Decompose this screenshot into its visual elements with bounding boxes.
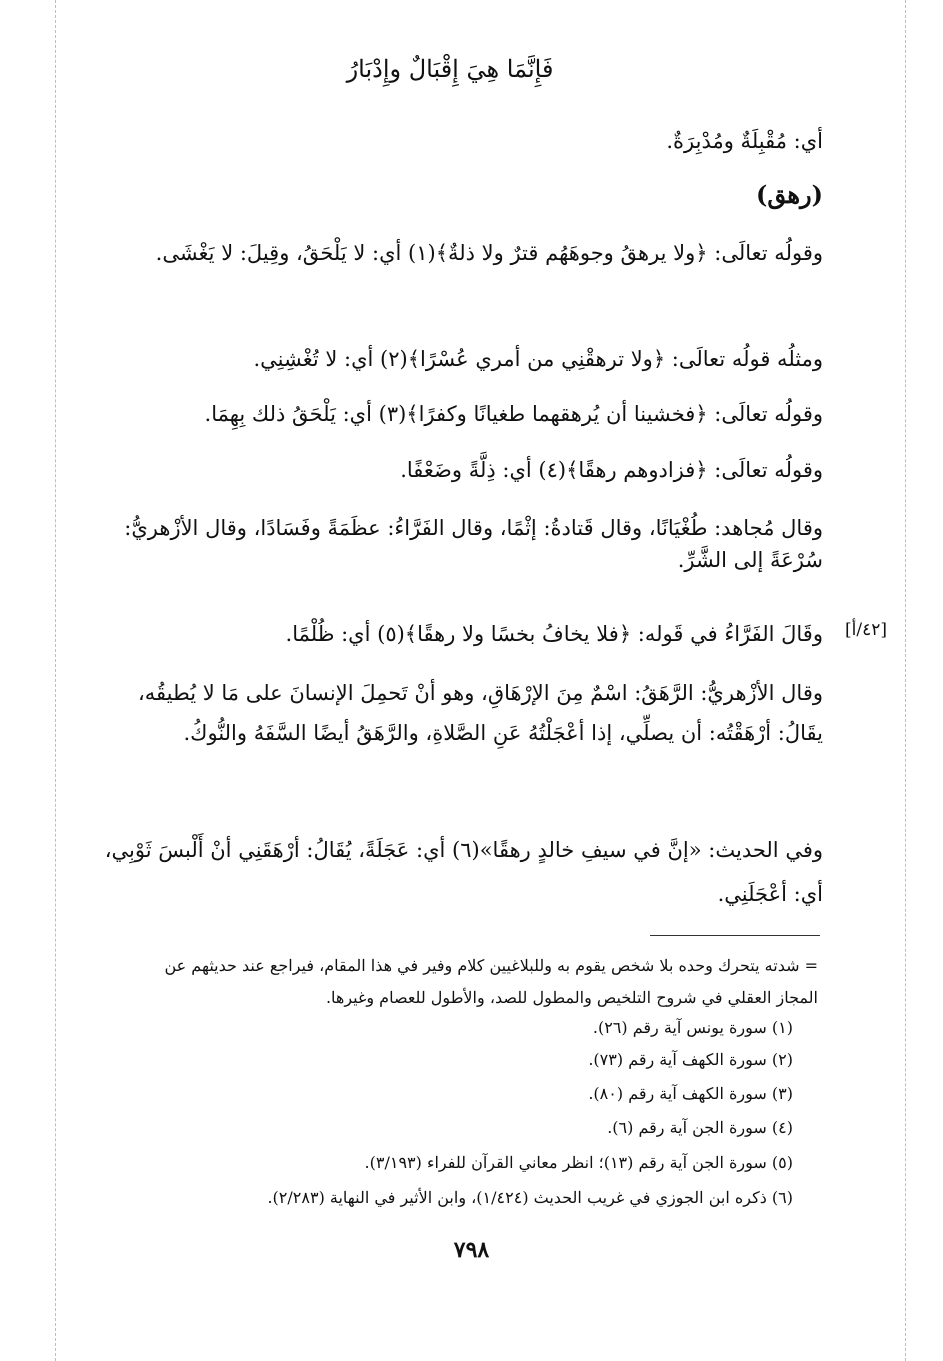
paragraph-7: وقال الأزْهريُّ: الرَّهَقُ: اسْمٌ مِنَ الإرْهَاقِ، وهو أنْ تَحمِلَ الإنسانَ على مَا لا يُطيقُه، يقَالُ: أرْهَقْتُه: أن يصلِّي، إذا أعْجَلْتُهُ عَنِ الصَّلاةِ، والرَّهَقُ أيضًا السَّفَهُ والنُّوكُ. bbox=[137, 681, 823, 745]
paragraph-4: وقولُه تعالَى: ﴿فزادوهم رهقًا﴾(٤) أي: ذِلَّةً وضَعْفًا. bbox=[400, 458, 823, 482]
paragraph-5: وقال مُجاهد: طُغْيَانًا، وقال قَتادةُ: إثْمًا، وقال الفَرَّاءُ: عظَمَةً وفَسَادًا، وقال الأزْهريُّ: سُرْعَةً إلى الشَّرِّ. bbox=[124, 516, 823, 572]
footnote-5: (٥) سورة الجن آية رقم (١٣)؛ انظر معاني القرآن للفراء (٣/١٩٣). bbox=[364, 1153, 793, 1172]
paragraph-3: وقولُه تعالَى: ﴿فخشينا أن يُرهقهما طغيانًا وكفرًا﴾(٣) أي: يَلْحَقُ ذلك بِهِمَا. bbox=[204, 402, 823, 426]
footnote-separator bbox=[650, 935, 820, 936]
footnote-6: (٦) ذكره ابن الجوزي في غريب الحديث (١/٤٢٤)، وابن الأثير في النهاية (٢/٢٨٣). bbox=[267, 1188, 793, 1207]
footnote-4: (٤) سورة الجن آية رقم (٦). bbox=[607, 1118, 793, 1137]
poetry-verse: فَإِنَّمَا هِيَ إِقْبَالٌ وإِدْبَارُ bbox=[346, 55, 554, 83]
paragraph-2: ومثلُه قولُه تعالَى: ﴿ولا ترهقْنِي من أمري عُسْرًا﴾(٢) أي: لا تُغْشِنِي. bbox=[253, 347, 823, 371]
right-margin-guide bbox=[905, 0, 906, 1361]
entry-heading: (رهق) bbox=[756, 180, 823, 209]
footnote-continuation: = شدته يتحرك وحده بلا شخص يقوم به وللبلاغيين كلام وفير في هذا المقام، فيراجع عند حديثهم عن المجاز العقلي في شروح التلخيص والمطول للصد، والأطول للعصام وغيرها. bbox=[164, 956, 818, 1007]
paragraph-8: وفي الحديث: «إنَّ في سيفِ خالدٍ رهقًا»(٦) أي: عَجَلَةً، يُقَالُ: أرْهَقَنِي أنْ أَلْبسَ ثَوْبِي، أي: أعْجَلَنِي. bbox=[104, 838, 823, 906]
verse-gloss: أي: مُقْبِلَةٌ ومُدْبِرَةٌ. bbox=[666, 129, 823, 153]
manuscript-folio-ref: [٤٢/أ] bbox=[845, 620, 887, 640]
footnote-3: (٣) سورة الكهف آية رقم (٨٠). bbox=[588, 1084, 793, 1103]
left-margin-guide bbox=[55, 0, 56, 1361]
paragraph-1: وقولُه تعالَى: ﴿ولا يرهقُ وجوهَهُم قترٌ ولا ذلةٌ﴾(١) أي: لا يَلْحَقُ، وقِيلَ: لا يَغْشَى. bbox=[155, 241, 823, 265]
footnote-2: (٢) سورة الكهف آية رقم (٧٣). bbox=[588, 1050, 793, 1069]
footnote-1: (١) سورة يونس آية رقم (٢٦). bbox=[592, 1018, 793, 1037]
paragraph-6: وقَالَ الفَرَّاءُ في قَوله: ﴿فلا يخافُ بخسًا ولا رهقًا﴾(٥) أي: ظُلْمًا. bbox=[285, 622, 823, 646]
page-number: ٧٩٨ bbox=[453, 1237, 490, 1263]
